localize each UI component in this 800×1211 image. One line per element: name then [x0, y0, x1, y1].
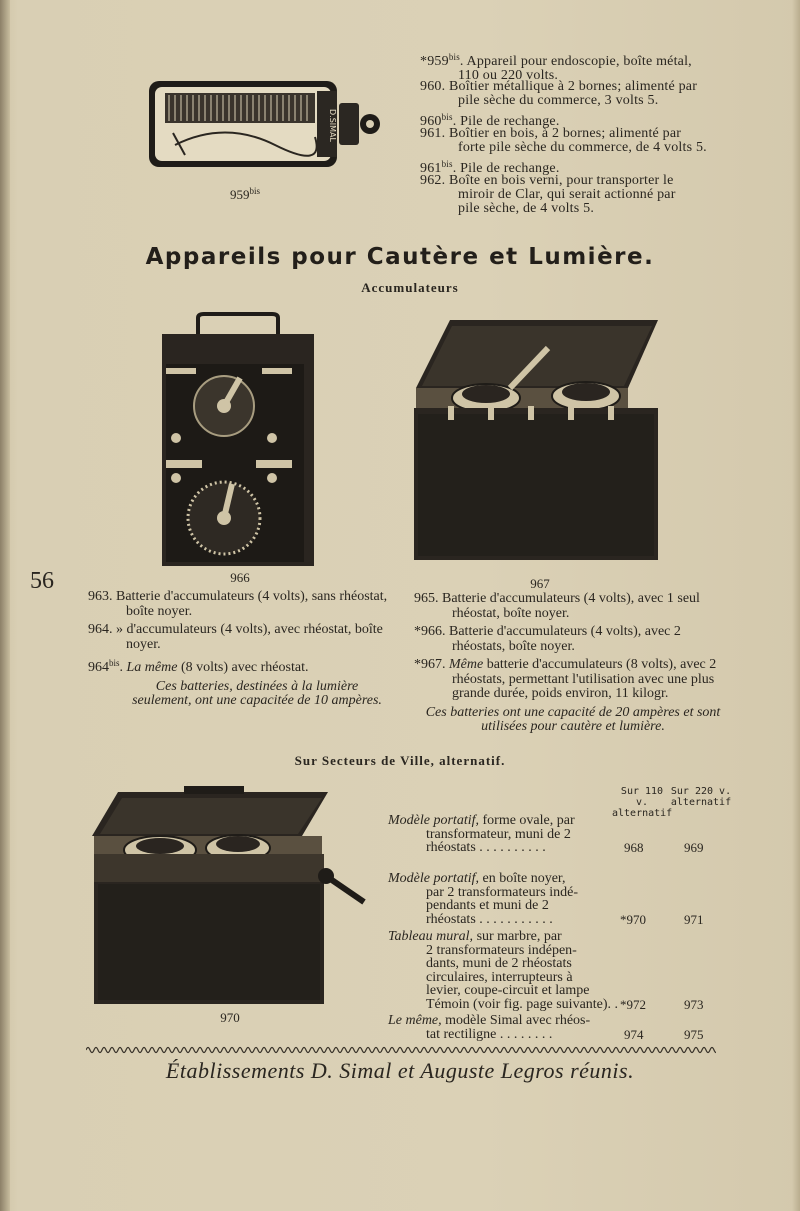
entry-961: 961. Boîtier en bois, à 2 bornes; alimenté par forte pile sèche du commerce, de 4 volts 5. [420, 126, 707, 155]
offer-portable-oval: Modèle portatif, forme ovale, par transformateur, muni de 2 rhéostats . . . . . . . . . . 968 969 [388, 813, 704, 855]
offer-portable-noyer: Modèle portatif, en boîte noyer, par 2 transformateurs indé- pendants et muni de 2 rhéostats . . . . . . . . . . . *970 971 [388, 871, 704, 927]
entry-961bis: $961^{bis}$. Pile de rechange. [420, 159, 560, 176]
subtitle-secteurs: Sur Secteurs de Ville, alternatif. [294, 753, 506, 768]
offer-simal-rectiligne: Le même, modèle Simal avec rhéos- tat rectiligne . . . . . . . . 974 975 [388, 1013, 704, 1042]
entry-960bis: $960^{bis}$. Pile de rechange. [420, 112, 560, 129]
offer-wall-panel: Tableau mural, sur marbre, par 2 transformateurs indépen- dants, muni de 2 rhéostats circulaires, interrupteurs à levier, coupe-circuit et lampe Témoin (voir fig. page suivante). . *972 973 [388, 929, 704, 1012]
secteurs-offer-list [388, 814, 748, 1044]
figure-caption-970: 970 [220, 1010, 240, 1025]
price-110v: 974 [624, 1027, 644, 1042]
accumulator-right-column [414, 592, 722, 739]
page-right-edge [792, 0, 800, 1211]
transformer-970-illustration [88, 784, 368, 1008]
battery-966-illustration [158, 312, 318, 568]
page-number: 56 [30, 568, 54, 594]
note-lighting-batteries: Ces batteries, destinées à la lumière seulement, ont une capacitée de 10 ampères. [132, 678, 382, 708]
column-head-110v: Sur 110 v. alternatif [612, 786, 673, 819]
battery-967-illustration [408, 316, 663, 561]
figure-caption-959bis: $959^{bis}$ [229, 186, 260, 202]
entry-960: 960. Boîtier métallique à 2 bornes; alimenté par pile sèche du commerce, 3 volts 5. [420, 79, 698, 108]
subtitle-accumulateurs: Accumulateurs [361, 280, 459, 295]
price-220v: 975 [684, 1027, 704, 1042]
section-title: Appareils pour Cautère et Lumière. [145, 244, 655, 270]
price-220v: 973 [684, 997, 704, 1012]
entry-964: 964. » d'accumulateurs (4 volts), avec rhéostat, boîte noyer. [88, 622, 383, 652]
entry-963: 963. Batterie d'accumulateurs (4 volts), sans rhéostat, boîte noyer. [88, 589, 388, 619]
price-110v: *970 [620, 912, 646, 927]
entry-967: *967. Même batterie d'accumulateurs (8 volts), avec 2 rhéostats, permettant l'utilisation avec une plus grande durée, poids environ, 11 kilogr. [414, 657, 717, 701]
price-110v: 968 [624, 840, 644, 855]
endoscopy-device-illustration [145, 75, 385, 175]
price-110v: *972 [620, 997, 646, 1012]
top-entry-list [420, 50, 740, 216]
figure-caption-966: 966 [230, 570, 250, 585]
device-brand-label: D.SIMAL [328, 108, 337, 142]
entry-959bis: $*959^{bis}$. Appareil pour endoscopie, boîte métal, 110 ou 220 volts. [420, 52, 692, 83]
footer-establishment: Établissements D. Simal et Auguste Legros réunis. [165, 1058, 635, 1083]
note-cautery-batteries: Ces batteries ont une capacité de 20 ampères et sont utilisées pour cautère et lumière. [425, 704, 721, 734]
entry-964bis: $964^{bis}$. La même (8 volts) avec rhéostat. [88, 658, 309, 675]
entry-965: 965. Batterie d'accumulateurs (4 volts), avec 1 seul rhéostat, boîte noyer. [414, 591, 700, 621]
entry-962: 962. Boîte en bois verni, pour transporter le miroir de Clar, qui serait actionné par pile sèche, de 4 volts 5. [420, 173, 676, 216]
wavy-divider [86, 1044, 716, 1056]
price-220v: 971 [684, 912, 704, 927]
entry-966: *966. Batterie d'accumulateurs (4 volts), avec 2 rhéostats, boîte noyer. [414, 624, 681, 654]
accumulator-left-column [88, 590, 396, 713]
page-binding-edge [0, 0, 10, 1211]
price-220v: 969 [684, 840, 704, 855]
figure-caption-967: 967 [530, 576, 550, 591]
column-head-220v: Sur 220 v. alternatif [670, 786, 732, 808]
